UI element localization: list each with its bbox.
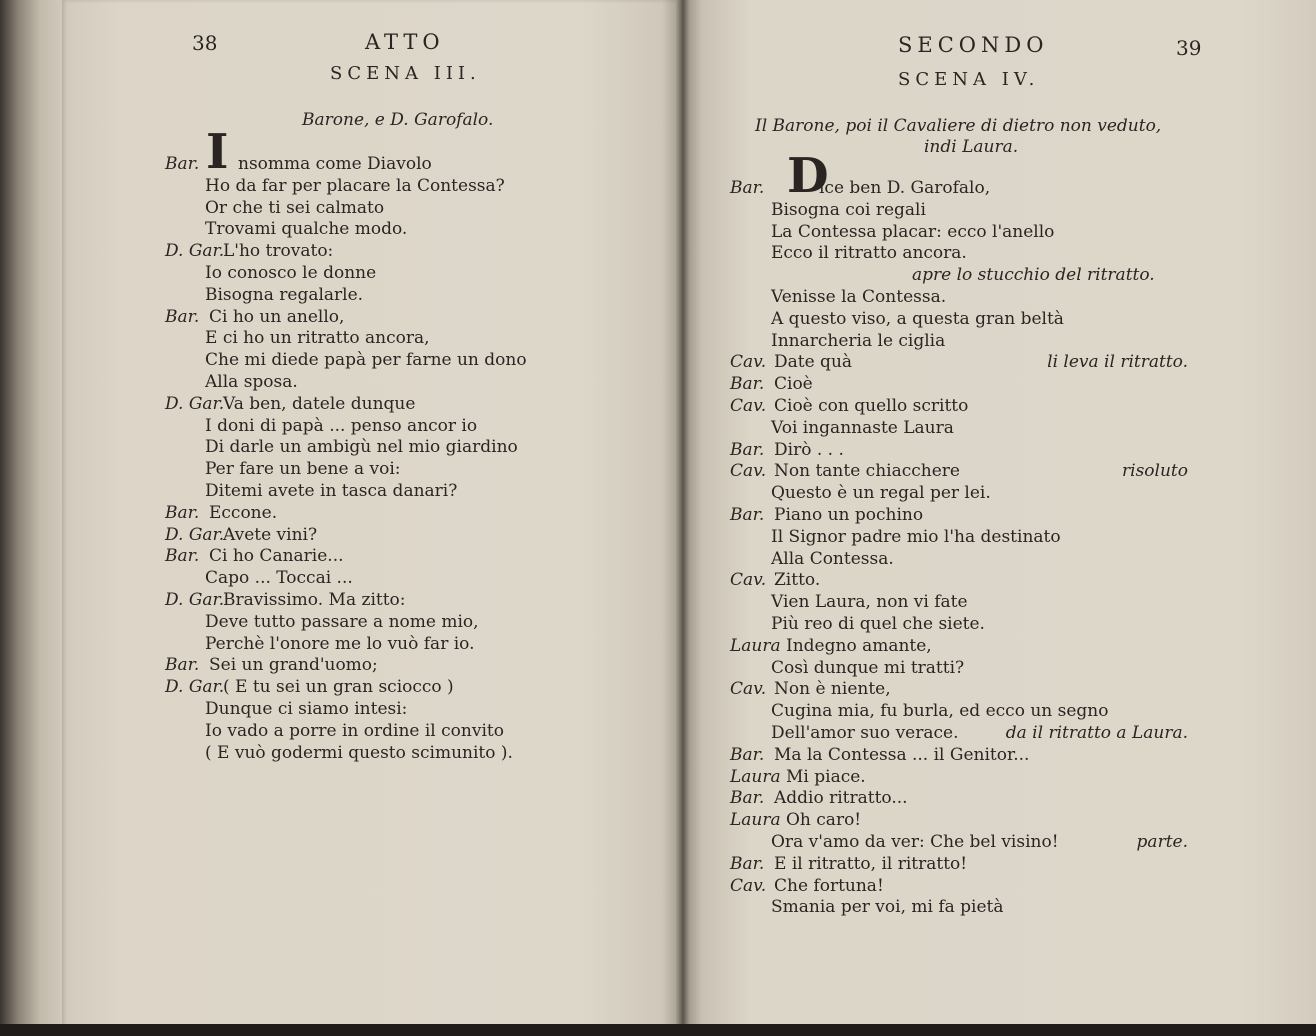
verse-line: ( E tu sei un gran sciocco ) bbox=[223, 677, 454, 698]
verse-line: Alla sposa. bbox=[205, 372, 298, 392]
verse-line: Deve tutto passare a nome mio, bbox=[205, 611, 479, 632]
speaker-label: D. Gar. bbox=[165, 590, 225, 610]
scene-title-right: SCENA IV. bbox=[898, 69, 1040, 90]
verse-line: Zitto. bbox=[774, 570, 821, 591]
verse-line: Perchè l'onore me lo vuò far io. bbox=[205, 633, 475, 654]
speaker-label: Bar. bbox=[165, 306, 200, 327]
speaker-label: Cav. bbox=[730, 461, 767, 482]
verse-line: Innarcheria le ciglia bbox=[771, 330, 946, 351]
speaker-label: Bar. bbox=[165, 154, 200, 174]
book-edge bbox=[0, 0, 70, 1036]
speaker-label: Cav. bbox=[730, 679, 767, 700]
verse-line: Ora v'amo da ver: Che bel visino! bbox=[771, 832, 1059, 852]
verse-line: Avete vini? bbox=[223, 524, 318, 545]
verse-line: I doni di papà ... penso ancor io bbox=[205, 415, 478, 436]
running-head-right: SECONDO bbox=[898, 33, 1049, 57]
speaker-label: Bar. bbox=[165, 546, 200, 567]
characters-left: Barone, e D. Garofalo. bbox=[302, 110, 494, 130]
verse-line: Questo è un regal per lei. bbox=[771, 483, 991, 504]
verse-line: Io vado a porre in ordine il convito bbox=[205, 720, 504, 741]
verse-line: Addio ritratto... bbox=[774, 788, 908, 809]
speaker-label: Cav. bbox=[730, 352, 767, 373]
characters-right-line2: indi Laura. bbox=[924, 137, 1019, 157]
stage-direction: risoluto bbox=[1122, 461, 1188, 482]
verse-line: Per fare un bene a voi: bbox=[205, 459, 401, 480]
verse-line: Vien Laura, non vi fate bbox=[771, 592, 968, 613]
running-head-left: ATTO bbox=[365, 30, 445, 54]
verse-line: Che mi diede papà per farne un dono bbox=[205, 350, 527, 371]
verse-line: Che fortuna! bbox=[774, 875, 884, 896]
verse-line: Capo ... Toccai ... bbox=[205, 568, 353, 589]
verse-line: Voi ingannaste Laura bbox=[771, 417, 954, 438]
stage-direction: li leva il ritratto. bbox=[1047, 352, 1188, 373]
verse-line: Più reo di quel che siete. bbox=[771, 614, 985, 634]
verse-line: E ci ho un ritratto ancora, bbox=[205, 328, 430, 349]
verse-line: Indegno amante, bbox=[786, 635, 932, 656]
verse-line: Eccone. bbox=[209, 502, 278, 523]
speaker-label: Cav. bbox=[730, 570, 767, 591]
verse-line: Il Signor padre mio l'ha destinato bbox=[771, 526, 1061, 547]
bottom-shadow bbox=[0, 1024, 1316, 1036]
page-number-left: 38 bbox=[192, 31, 218, 55]
speaker-label: Bar. bbox=[730, 374, 765, 395]
verse-line: Ma la Contessa ... il Genitor... bbox=[774, 744, 1030, 765]
verse-line: Date quà bbox=[774, 352, 853, 373]
verse-line: ice ben D. Garofalo, bbox=[819, 178, 991, 198]
verse-line: Dell'amor suo verace. bbox=[771, 723, 959, 743]
verse-line: A questo viso, a questa gran beltà bbox=[771, 308, 1064, 329]
verse-line: Dunque ci siamo intesi: bbox=[205, 699, 408, 719]
verse-line: Smania per voi, mi fa pietà bbox=[771, 897, 1004, 918]
speaker-label: Bar. bbox=[730, 505, 765, 525]
book-gutter bbox=[676, 0, 690, 1036]
verse-line: Va ben, datele dunque bbox=[223, 393, 416, 414]
stage-direction: apre lo stucchio del ritratto. bbox=[912, 265, 1155, 286]
verse-line: Ditemi avete in tasca danari? bbox=[205, 481, 458, 501]
verse-line: Sei un grand'uomo; bbox=[209, 655, 378, 676]
verse-line: Dirò . . . bbox=[774, 439, 844, 460]
verse-line: Bisogna regalarle. bbox=[205, 284, 364, 305]
verse-line: Io conosco le donne bbox=[205, 263, 377, 283]
verse-line: Cioè con quello scritto bbox=[774, 396, 969, 416]
verse-line: Bisogna coi regali bbox=[771, 199, 926, 220]
verse-line: Cugina mia, fu burla, ed ecco un segno bbox=[771, 701, 1109, 722]
stage-direction: parte. bbox=[1136, 832, 1188, 852]
speaker-label: D. Gar. bbox=[165, 677, 225, 698]
verse-line: Ci ho Canarie... bbox=[209, 546, 344, 567]
verse-line: Mi piace. bbox=[786, 766, 866, 787]
speaker-label: Cav. bbox=[730, 875, 767, 896]
speaker-label: Bar. bbox=[730, 439, 765, 460]
speaker-label: Cav. bbox=[730, 396, 767, 416]
speaker-label: Laura bbox=[730, 810, 781, 831]
speaker-label: Bar. bbox=[730, 178, 765, 198]
speaker-label: Laura bbox=[730, 766, 781, 787]
verse-line: Or che ti sei calmato bbox=[205, 197, 385, 218]
verse-line: Cioè bbox=[774, 374, 813, 395]
verse-line: Non tante chiacchere bbox=[774, 461, 960, 482]
verse-line: Di darle un ambigù nel mio giardino bbox=[205, 437, 518, 458]
speaker-label: Bar. bbox=[165, 655, 200, 676]
verse-line: Oh caro! bbox=[786, 810, 862, 831]
verse-line: Così dunque mi tratti? bbox=[771, 657, 965, 678]
speaker-label: Bar. bbox=[730, 853, 765, 874]
verse-line: ( E vuò godermi questo scimunito ). bbox=[205, 742, 513, 763]
verse-line: Ecco il ritratto ancora. bbox=[771, 243, 967, 264]
speaker-label: D. Gar. bbox=[165, 524, 225, 545]
speaker-label: Bar. bbox=[165, 502, 200, 523]
scene-title-left: SCENA III. bbox=[330, 63, 481, 84]
stage-direction: da il ritratto a Laura. bbox=[1005, 723, 1188, 743]
verse-line: E il ritratto, il ritratto! bbox=[774, 853, 968, 874]
page-number-right: 39 bbox=[1176, 36, 1202, 60]
verse-line: Bravissimo. Ma zitto: bbox=[223, 590, 406, 610]
speaker-label: Laura bbox=[730, 635, 781, 656]
drop-cap: D bbox=[787, 148, 829, 204]
verse-line: nsomma come Diavolo bbox=[238, 154, 432, 174]
characters-right-line1: Il Barone, poi il Cavaliere di dietro non veduto, bbox=[755, 116, 1162, 136]
speaker-label: Bar. bbox=[730, 744, 765, 765]
drop-cap: I bbox=[206, 124, 229, 180]
verse-line: Trovami qualche modo. bbox=[205, 219, 408, 240]
verse-line: Ho da far per placare la Contessa? bbox=[205, 175, 505, 196]
verse-line: Alla Contessa. bbox=[771, 548, 894, 569]
verse-line: Ci ho un anello, bbox=[209, 306, 345, 327]
verse-line: Piano un pochino bbox=[774, 505, 924, 525]
verse-line: Venisse la Contessa. bbox=[771, 287, 947, 307]
speaker-label: Bar. bbox=[730, 788, 765, 809]
verse-line: Non è niente, bbox=[774, 679, 891, 700]
verse-line: La Contessa placar: ecco l'anello bbox=[771, 221, 1055, 242]
verse-line: L'ho trovato: bbox=[223, 241, 334, 262]
speaker-label: D. Gar. bbox=[165, 241, 225, 262]
speaker-label: D. Gar. bbox=[165, 393, 225, 414]
